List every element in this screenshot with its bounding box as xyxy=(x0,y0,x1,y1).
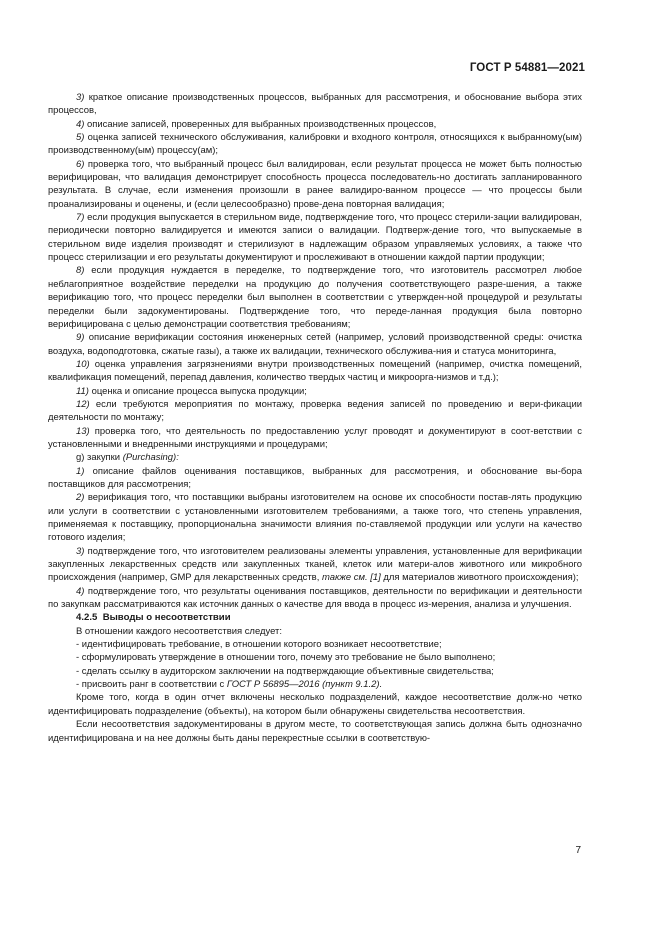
list-item: 4) подтверждение того, что результаты оценивания поставщиков, деятельности по верификации и деятельности по закупкам рассматриваются как источник данных о качестве для ввода в процесс из-мерения, анализа и улучшения. xyxy=(48,585,582,611)
list-item: 1) описание файлов оценивания поставщиков, выбранных для рассмотрения, и обоснование вы-бора поставщиков для рассмотрения; xyxy=(48,465,582,490)
list-item: 9) описание верификации состояния инженерных сетей (например, условий производственной среды: очистка воздуха, водоподготовка, сжатые газы), а также их валидации, технического обслужива-ния и статуса мониторинга, xyxy=(48,332,582,357)
section-intro: В отношении каждого несоответствия следует: xyxy=(76,625,282,637)
list-item: 13) проверка того, что деятельность по предоставлению услуг проводят и документируют в соот-ветствии с установленными и внедренными инструкциями и процедурами; xyxy=(48,425,582,450)
page-number: 7 xyxy=(575,845,581,856)
list-item: 6) проверка того, что выбранный процесс был валидирован, если результат процесса не может быть полностью верифицирован, что валидация демонстрирует способность процесса последователь-но достигать запланированного результата. В случае, если изменения произошли в ранее валидиро-ванном процессе — что процессы были проанализированы и оценены, и (если целесообразно) прове-дена повторная валидация; xyxy=(48,158,582,210)
list-item: 10) оценка управления загрязнениями внутри производственных помещений (например, очистка помещений, квалификация помещений, перепад давления, количество твердых частиц и микроорга-низмов и т.д.); xyxy=(48,358,582,384)
list-item: 3) краткое описание производственных процессов, выбранных для рассмотрения, и обоснование выбора этих процессов, xyxy=(48,92,582,117)
dash-item: - идентифицировать требование, в отношении которого возникает несоответствие; xyxy=(76,639,442,651)
list-item: 12) если требуются мероприятия по монтажу, проверка ведения записей по проведению и вери-фикации деятельности по монтажу; xyxy=(48,398,582,424)
list-item-purchasing: g) закупки (Purchasing): xyxy=(76,452,179,464)
list-item: 2) верификация того, что поставщики выбраны изготовителем на основе их способности постав-лять продукцию или услуги в соответствии с установленными изготовителем требованиями, а также того, что степень управления, применяемая к поставщику, пропорциональна значимости влияния по-ставляемой продукции или услуги на качество готового изделия; xyxy=(48,492,582,544)
section-heading: 4.2.5 Выводы о несоответствии xyxy=(76,612,231,624)
list-item: 7) если продукция выпускается в стерильном виде, подтверждение того, что процесс стерили-зации валидирован, периодически повторно валидируется и имеются записи о валидации. Подтверж-дение того, что выпускаемые в стерильном виде изделия производят и стерилизуют в надлежащим образом управляемых условиях, а также что процесс стерилизации и его результаты документируют и прослеживают в отношении каждой партии продукции; xyxy=(48,212,582,264)
closing-paragraph: Если несоответствия задокументированы в другом месте, то соответствующая запись должна быть однозначно идентифицирована и на нее должны быть даны перекрестные ссылки в соответствую- xyxy=(48,719,582,744)
dash-item: - присвоить ранг в соответствии с ГОСТ Р 56895—2016 (пункт 9.1.2). xyxy=(76,679,383,691)
list-item: 5) оценка записей технического обслуживания, калибровки и входного контроля, относящихся к выбранному(ым) производственному(ым) процессу(ам); xyxy=(48,132,582,157)
list-item: 3) подтверждение того, что изготовителем реализованы элементы управления, установленные для верификации закупленных лекарственных средств или закупленных тканей, клеток или матери-алов животного или микробного происхождения (например, GMP для лекарственных средств, также см. [1] для материалов животного происхождения); xyxy=(48,545,582,584)
dash-item: - сделать ссылку в аудиторском заключении на подтверждающие объективные свидетельства; xyxy=(76,665,494,677)
document-body xyxy=(48,91,582,745)
list-item: 4) описание записей, проверенных для выбранных производственных процессов, xyxy=(76,118,437,130)
dash-item: - сформулировать утверждение в отношении того, почему это требование не было выполнено; xyxy=(76,652,496,664)
page-header: ГОСТ Р 54881—2021 xyxy=(469,62,585,74)
list-item: 11) оценка и описание процесса выпуска продукции; xyxy=(76,385,307,397)
list-item: 8) если продукция нуждается в переделке, то подтверждение того, что изготовитель рассмотрел любое неблагоприятное воздействие переделки на продукцию до получения соответствующего разре-шения, а также верификацию того, что процесс переделки был выполнен в соответствии с утвержден-ной процедурой и результаты переделки были задокументированы. Подтверждение того, что переде-ланная продукция была повторно верифицирована с целью демонстрации соответствия требованиям; xyxy=(48,265,582,330)
closing-paragraph: Кроме того, когда в один отчет включены несколько подразделений, каждое несоответствие долж-но четко идентифицировать подразделение (объекты), на котором были обнаружены свидетельства несоответствия. xyxy=(48,692,582,717)
